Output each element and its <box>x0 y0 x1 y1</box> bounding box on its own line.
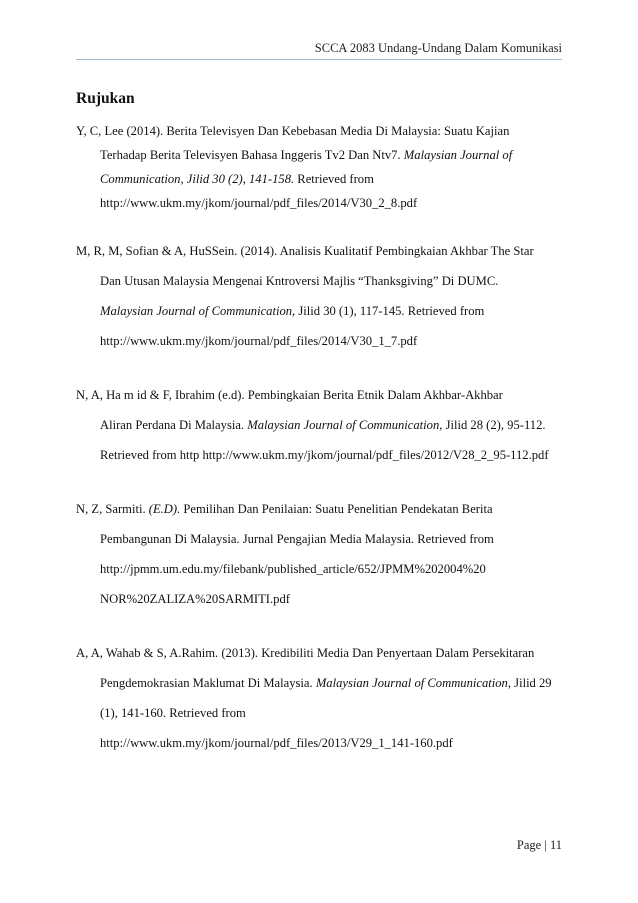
reference-entry <box>76 643 568 763</box>
reference-spacer <box>76 217 568 241</box>
section-heading: Rujukan <box>76 90 135 107</box>
reference-text: http://jpmm.um.edu.my/filebank/published_article/652/JPMM%202004%20 <box>100 562 486 576</box>
reference-text: http://www.ukm.my/jkom/journal/pdf_files/2014/V30_2_8.pdf <box>100 196 418 210</box>
reference-line <box>76 415 568 445</box>
reference-line <box>76 193 568 217</box>
reference-text: Dan Utusan Malaysia Mengenai Kntroversi Majlis “Thanksgiving” Di DUMC. <box>100 274 499 288</box>
reference-line <box>76 301 568 331</box>
reference-text: Pengdemokrasian Maklumat Di Malaysia. <box>100 676 316 690</box>
reference-spacer <box>76 619 568 643</box>
reference-entry <box>76 121 568 217</box>
reference-line <box>76 559 568 589</box>
reference-text: Aliran Perdana Di Malaysia. <box>100 418 248 432</box>
reference-text: http://www.ukm.my/jkom/journal/pdf_files/2013/V29_1_141-160.pdf <box>100 736 453 750</box>
reference-text: Retrieved from <box>294 172 374 186</box>
reference-line <box>76 589 568 619</box>
reference-line <box>76 145 568 169</box>
reference-line <box>76 703 568 733</box>
reference-line <box>76 733 568 763</box>
italic-text: Malaysian Journal of Communication, <box>315 676 512 690</box>
italic-text: Malaysian Journal of Communication, <box>100 304 296 318</box>
reference-line <box>76 673 568 703</box>
reference-spacer <box>76 475 568 499</box>
reference-text: M, R, M, Sofian & A, HuSSein. (2014). Analisis Kualitatif Pembingkaian Akhbar The Star <box>76 244 534 258</box>
reference-line <box>76 241 568 271</box>
reference-text: NOR%20ZALIZA%20SARMITI.pdf <box>100 592 290 606</box>
italic-text: Communication, Jilid 30 (2), 141-158. <box>100 172 295 186</box>
reference-line <box>76 331 568 361</box>
reference-line <box>76 121 568 145</box>
header-divider <box>76 59 562 60</box>
page-number: Page | 11 <box>516 838 562 852</box>
reference-spacer <box>76 361 568 385</box>
reference-text: Jilid 29 <box>511 676 552 690</box>
reference-text: (1), 141-160. Retrieved from <box>100 706 246 720</box>
italic-text: (E.D). <box>148 502 181 516</box>
italic-text: Malaysian Journal of <box>403 148 513 162</box>
reference-line <box>76 271 568 301</box>
reference-line <box>76 385 568 415</box>
reference-text: A, A, Wahab & S, A.Rahim. (2013). Kredibiliti Media Dan Penyertaan Dalam Persekitaran <box>76 646 535 660</box>
reference-entry <box>76 241 568 361</box>
reference-line <box>76 529 568 559</box>
running-header: SCCA 2083 Undang-Undang Dalam Komunikasi <box>314 41 562 55</box>
reference-entry <box>76 385 568 475</box>
reference-line <box>76 169 568 193</box>
reference-text: http://www.ukm.my/jkom/journal/pdf_files/2014/V30_1_7.pdf <box>100 334 418 348</box>
reference-entry <box>76 499 568 619</box>
reference-line <box>76 643 568 673</box>
reference-text: Terhadap Berita Televisyen Bahasa Inggeris Tv2 Dan Ntv7. <box>100 148 404 162</box>
reference-text: Pemilihan Dan Penilaian: Suatu Penelitian Pendekatan Berita <box>180 502 493 516</box>
reference-text: N, Z, Sarmiti. <box>76 502 149 516</box>
reference-text: Retrieved from http http://www.ukm.my/jkom/journal/pdf_files/2012/V28_2_95-112.pdf <box>100 448 549 462</box>
reference-text: Y, C, Lee (2014). Berita Televisyen Dan Kebebasan Media Di Malaysia: Suatu Kajian <box>76 124 510 138</box>
reference-text: Jilid 30 (1), 117-145. Retrieved from <box>295 304 485 318</box>
italic-text: Malaysian Journal of Communication, <box>247 418 443 432</box>
reference-list <box>76 121 568 763</box>
reference-line <box>76 445 568 475</box>
reference-text: Jilid 28 (2), 95-112. <box>442 418 546 432</box>
reference-text: N, A, Ha m id & F, Ibrahim (e.d). Pembingkaian Berita Etnik Dalam Akhbar-Akhbar <box>76 388 503 402</box>
reference-line <box>76 499 568 529</box>
reference-text: Pembangunan Di Malaysia. Jurnal Pengajian Media Malaysia. Retrieved from <box>100 532 494 546</box>
